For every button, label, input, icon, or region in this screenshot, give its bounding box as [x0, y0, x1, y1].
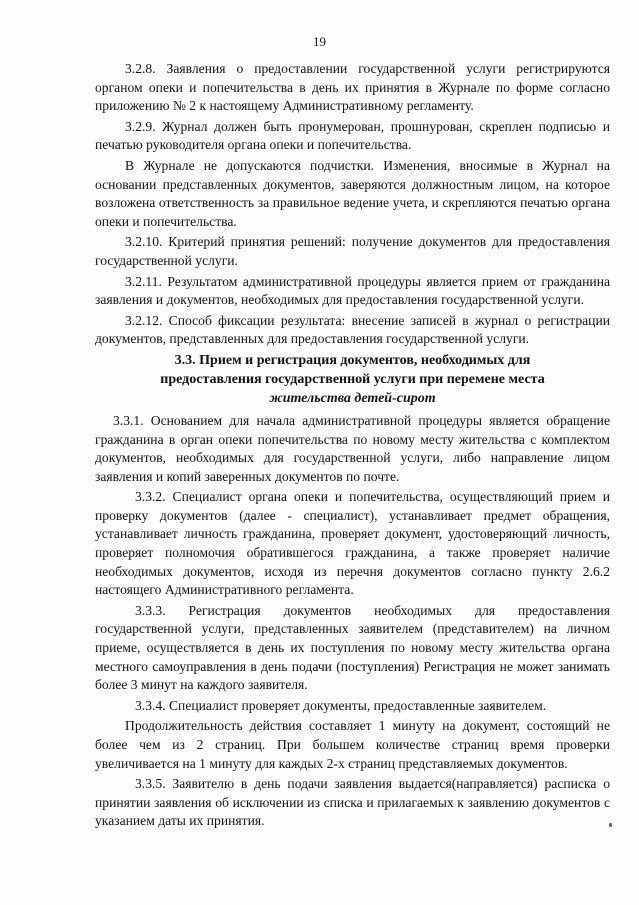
- paragraph-3-3-1: 3.3.1. Основанием для начала административной процедуры является обращение гражданина в орган опеки попечительства по новому месту жительства с комплектом документов, необходимых для государственной услуги, либо направление лицом заявления и копий заверенных документов по почте.: [95, 412, 610, 484]
- paragraph-3-3-5: 3.3.5. Заявителю в день подачи заявления выдается(направляется) расписка о принятии заявления об исключении из списка и прилагаемых к заявлению документов с указанием даты их принятия.: [95, 776, 610, 829]
- paragraph-duration: Продолжительность действия составляет 1 минуту на документ, состоящий не более чем из 2 страниц. При большем количестве страниц время проверки увеличивается на 1 минуту для каждых 2-х страниц представляемых документов.: [95, 718, 610, 771]
- paragraph-3-2-8: 3.2.8. Заявления о предоставлении государственной услуги регистрируются органом опеки и попечительства в день их принятия в Журнале по форме согласно приложению № 2 к настоящему Административному регламенту.: [95, 61, 610, 114]
- paragraph-3-2-9: 3.2.9. Журнал должен быть пронумерован, прошнурован, скреплен подписью и печатью руководителя органа опеки и попечительства.: [95, 118, 610, 153]
- paragraph-journal-rules: В Журнале не допускаются подчистки. Изменения, вносимые в Журнал на основании представленных документов, заверяются должностным лицом, на которое возложена ответственность за правильное ведение учета, и скрепляются печатью органа опеки и попечительства.: [95, 157, 610, 229]
- paragraph-3-2-10: 3.2.10. Критерий принятия решений: получение документов для предоставления государственной услуги.: [95, 234, 610, 268]
- section-heading-3-3: [95, 351, 610, 408]
- scan-artifact: [609, 823, 612, 827]
- paragraph-3-3-2: 3.3.2. Специалист органа опеки и попечительства, осуществляющий прием и проверку документов (далее - специалист), устанавливает предмет обращения, устанавливает личность гражданина, проверяет документ, удостоверяющий личность, проверяет полномочия обратившегося гражданина, а также проверяет наличие необходимых документов, исходя из перечня документов согласно пункту 2.6.2 настоящего Административного регламента.: [95, 489, 610, 598]
- section-heading-line-1: 3.3. Прием и регистрация документов, необходимых для: [174, 352, 531, 368]
- paragraph-3-2-11: 3.2.11. Результатом административной процедуры является прием от гражданина заявления и документов, необходимых для предоставления государственной услуги.: [95, 273, 610, 308]
- section-heading-line-2: предоставления государственной услуги при перемене места: [160, 371, 545, 387]
- paragraph-3-2-12: 3.2.12. Способ фиксации результата: внесение записей в журнал о регистрации документов, представленных для предоставления государственной услуги.: [95, 312, 610, 347]
- section-heading-line-3: жительства детей-сирот: [269, 390, 436, 406]
- document-body: [95, 60, 610, 833]
- paragraph-3-3-4: 3.3.4. Специалист проверяет документы, предоставленные заявителем.: [135, 697, 547, 713]
- page-number: 19: [313, 34, 326, 49]
- paragraph-3-3-3: 3.3.3. Регистрация документов необходимых для предоставления государственной услуги, представленных заявителем (представителем) на личном приеме, осуществляется в день их поступления по новому месту жительства органа местного самоуправления в день подачи (поступления) Регистрация не может занимать более 3 минут на каждого заявителя.: [95, 602, 610, 693]
